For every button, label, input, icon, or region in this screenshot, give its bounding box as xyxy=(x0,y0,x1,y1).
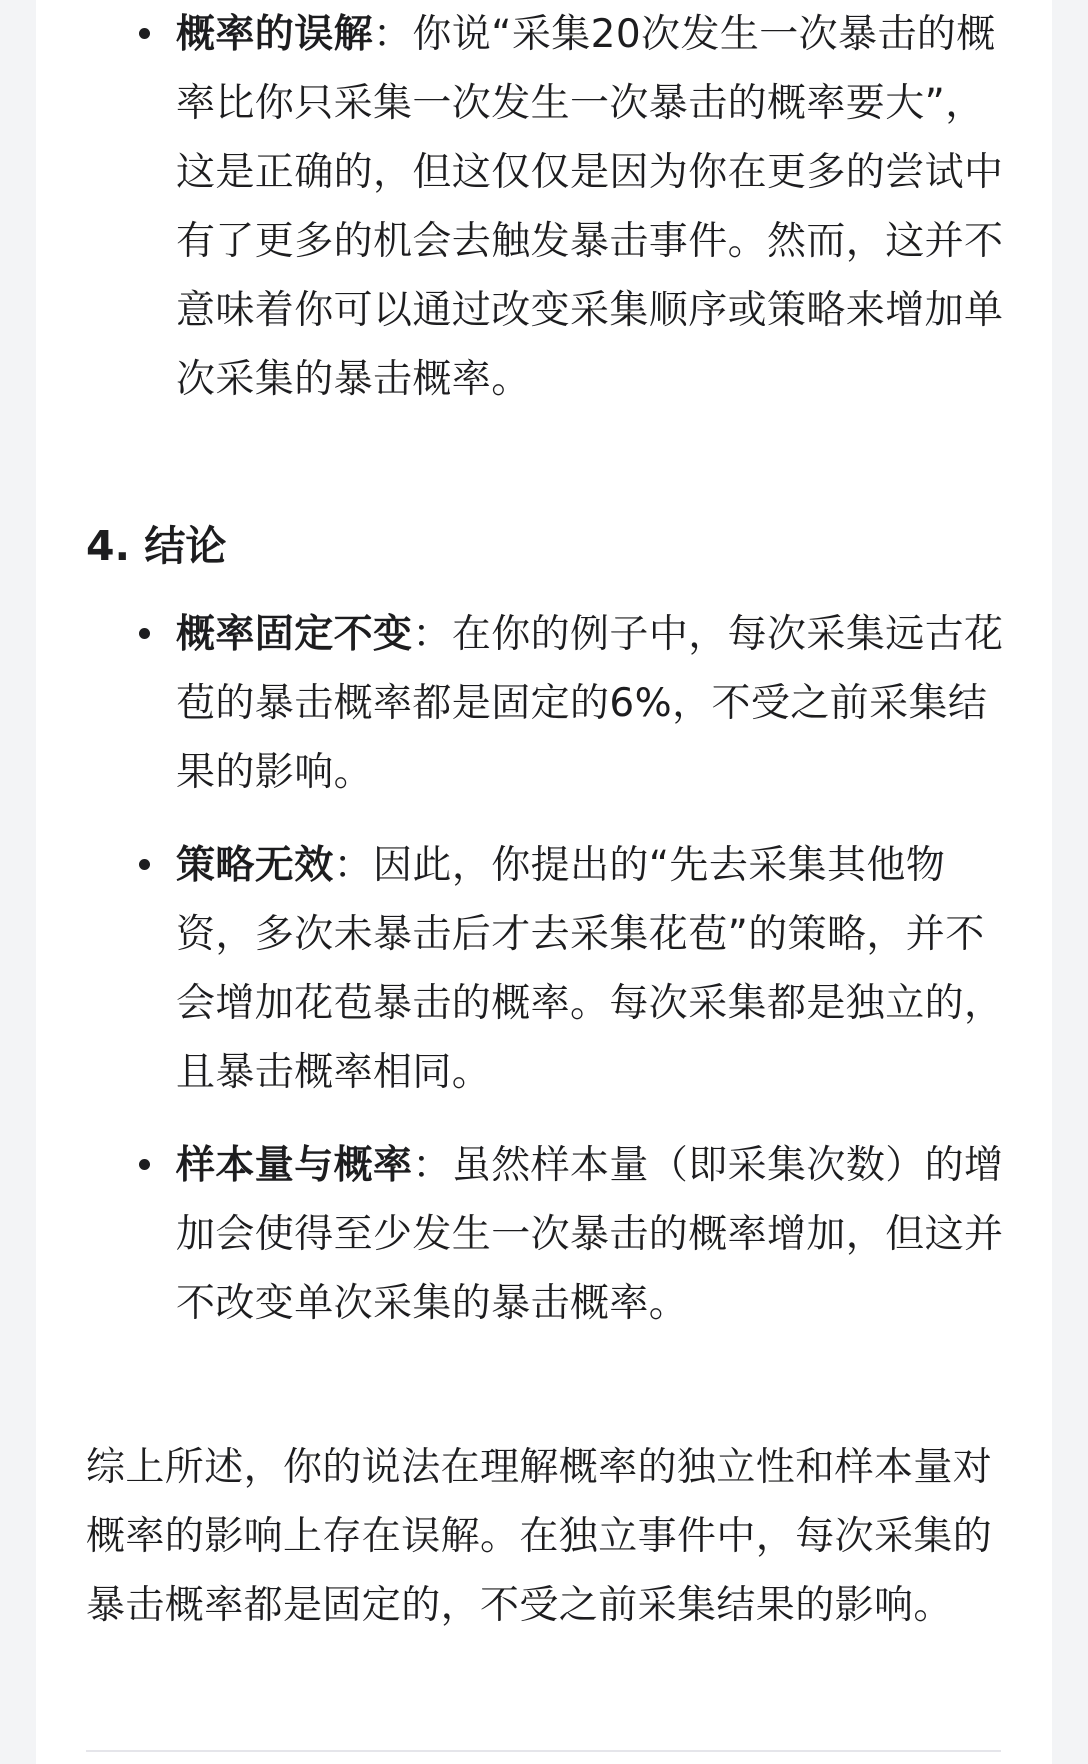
divider xyxy=(86,1750,1001,1752)
list-item-term: 策略无效 xyxy=(176,843,334,888)
message-card xyxy=(36,0,1052,1764)
list-item-text xyxy=(176,600,1006,807)
conclusion-list xyxy=(86,600,1006,1362)
list-item-body: 虽然样本量（即采集次数）的增加会使得至少发生一次暴击的概率增加，但这并不改变单次采集的暴击概率。 xyxy=(176,1143,1004,1326)
list-item-probability-fixed xyxy=(86,600,1006,807)
list-item-strategy-ineffective xyxy=(86,831,1006,1107)
list-item-text xyxy=(176,831,1006,1107)
list-item-body: 你说“采集20次发生一次暴击的概率比你只采集一次发生一次暴击的概率要大”，这是正确的，但这仅仅是因为你在更多的尝试中有了更多的机会去触发暴击事件。然而，这并不意味着你可以通过改变采集顺序或策略来增加单次采集的暴击概率。 xyxy=(176,12,1004,402)
term-separator: ： xyxy=(373,12,413,57)
list-item-probability-misunderstanding xyxy=(86,0,1006,414)
list-item-text xyxy=(176,1131,1006,1338)
list-item-body: 在你的例子中，每次采集远古花苞的暴击概率都是固定的6%，不受之前采集结果的影响。 xyxy=(176,612,1004,795)
bullet-icon xyxy=(139,859,150,870)
misconception-list xyxy=(86,0,1006,414)
list-item-sample-size xyxy=(86,1131,1006,1338)
bullet-icon xyxy=(139,28,150,39)
term-separator: ： xyxy=(412,612,452,657)
list-item-text xyxy=(176,0,1006,414)
summary-paragraph: 综上所述，你的说法在理解概率的独立性和样本量对概率的影响上存在误解。在独立事件中，每次采集的暴击概率都是固定的，不受之前采集结果的影响。 xyxy=(86,1445,993,1628)
list-item-term: 概率的误解 xyxy=(176,12,374,57)
term-separator: ： xyxy=(333,843,374,888)
bullet-icon xyxy=(139,1159,150,1170)
term-separator: ： xyxy=(412,1143,452,1188)
bullet-icon xyxy=(139,628,150,639)
list-item-term: 概率固定不变 xyxy=(176,612,413,657)
list-item-term: 样本量与概率 xyxy=(176,1143,413,1188)
section-heading-conclusion: 4. 结论 xyxy=(86,522,227,570)
list-item-body: 因此，你提出的“先去采集其他物资，多次未暴击后才去采集花苞”的策略，并不会增加花苞暴击的概率。每次采集都是独立的，且暴击概率相同。 xyxy=(176,843,1004,1095)
